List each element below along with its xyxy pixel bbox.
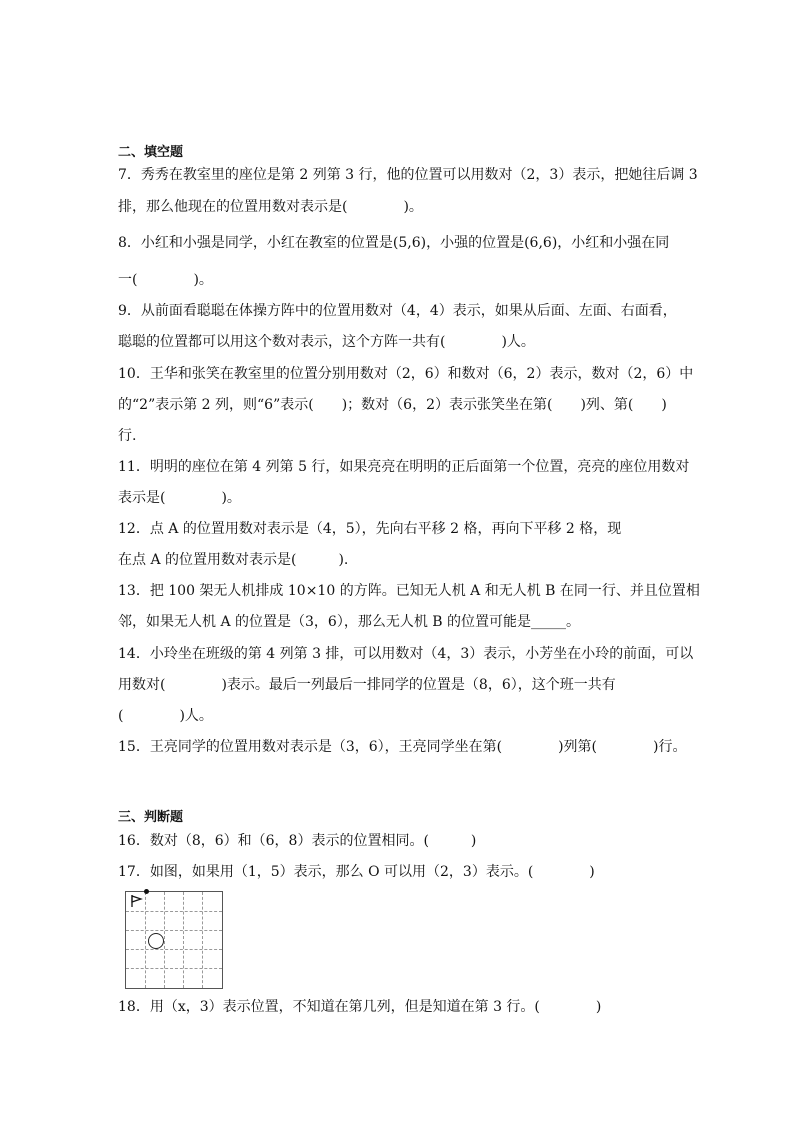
question-7-line-1: 7．秀秀在教室里的座位是第 2 列第 3 行，他的位置可以用数对（2，3）表示，把她往后调 3 (118, 167, 698, 183)
grid-line (202, 892, 203, 988)
question-12-line-2: 在点 A 的位置用数对表示是( ). (118, 552, 349, 568)
question-15-line-1: 15．王亮同学的位置用数对表示是（3，6），王亮同学坐在第( )列第( )行。 (118, 739, 687, 755)
flag-icon (130, 894, 144, 908)
grid-line (164, 892, 165, 988)
question-10-line-1: 10．王华和张笑在教室里的位置分别用数对（2，6）和数对（6，2）表示，数对（2，6）中 (118, 366, 694, 382)
question-9-line-1: 9．从前面看聪聪在体操方阵中的位置用数对（4，4）表示，如果从后面、左面、右面看， (118, 303, 677, 319)
question-11-line-1: 11．明明的座位在第 4 列第 5 行，如果亮亮在明明的正后面第一个位置，亮亮的座位用数对 (118, 459, 690, 475)
question-9-line-2: 聪聪的位置都可以用这个数对表示，这个方阵一共有( )人。 (118, 334, 535, 350)
question-12-line-1: 12．点 A 的位置用数对表示是（4，5），先向右平移 2 格，再向下平移 2 格，现 (118, 521, 622, 537)
question-8-line-1: 8．小红和小强是同学，小红在教室的位置是(5,6)，小强的位置是(6,6)，小红和小强在同 (118, 235, 670, 251)
question-10-line-2: 的“2”表示第 2 列，则“6”表示( )；数对（6，2）表示张笑坐在第( )列、第( ) (118, 397, 667, 413)
question-17: 17．如图，如果用（1，5）表示，那么 O 可以用（2，3）表示。( ) (118, 864, 595, 880)
question-11-line-2: 表示是( )。 (118, 490, 241, 506)
question-13-line-2: 邻，如果无人机 A 的位置是（3，6），那么无人机 B 的位置可能是_____。 (118, 614, 581, 630)
section-title-fill-in: 二、填空题 (118, 145, 184, 160)
circle-icon (148, 933, 164, 949)
section-title-true-false: 三、判断题 (118, 810, 184, 825)
question-16: 16．数对（8，6）和（6，8）表示的位置相同。( ) (118, 833, 477, 849)
question-10-line-3: 行. (118, 428, 137, 444)
grid-line (183, 892, 184, 988)
grid-figure (125, 891, 223, 989)
question-18: 18．用（x，3）表示位置，不知道在第几列，但是知道在第 3 行。( ) (118, 999, 602, 1015)
question-7-line-2: 排，那么他现在的位置用数对表示是( )。 (118, 199, 423, 215)
question-13-line-1: 13．把 100 架无人机排成 10×10 的方阵。已知无人机 A 和无人机 B 在同一行、并且位置相 (118, 583, 700, 599)
grid-line (145, 892, 146, 988)
question-14-line-1: 14．小玲坐在班级的第 4 列第 3 排，可以用数对（4，3）表示，小芳坐在小玲的前面，可以 (118, 646, 694, 662)
grid-line (126, 930, 222, 931)
grid-line (126, 949, 222, 950)
question-8-line-2: 一( )。 (118, 272, 213, 288)
corner-dot (144, 889, 149, 894)
question-14-line-2: 用数对( )表示。最后一列最后一排同学的位置是（8，6），这个班一共有 (118, 677, 616, 693)
question-14-line-3: ( )人。 (118, 708, 213, 724)
grid-line (126, 911, 222, 912)
grid-line (126, 968, 222, 969)
